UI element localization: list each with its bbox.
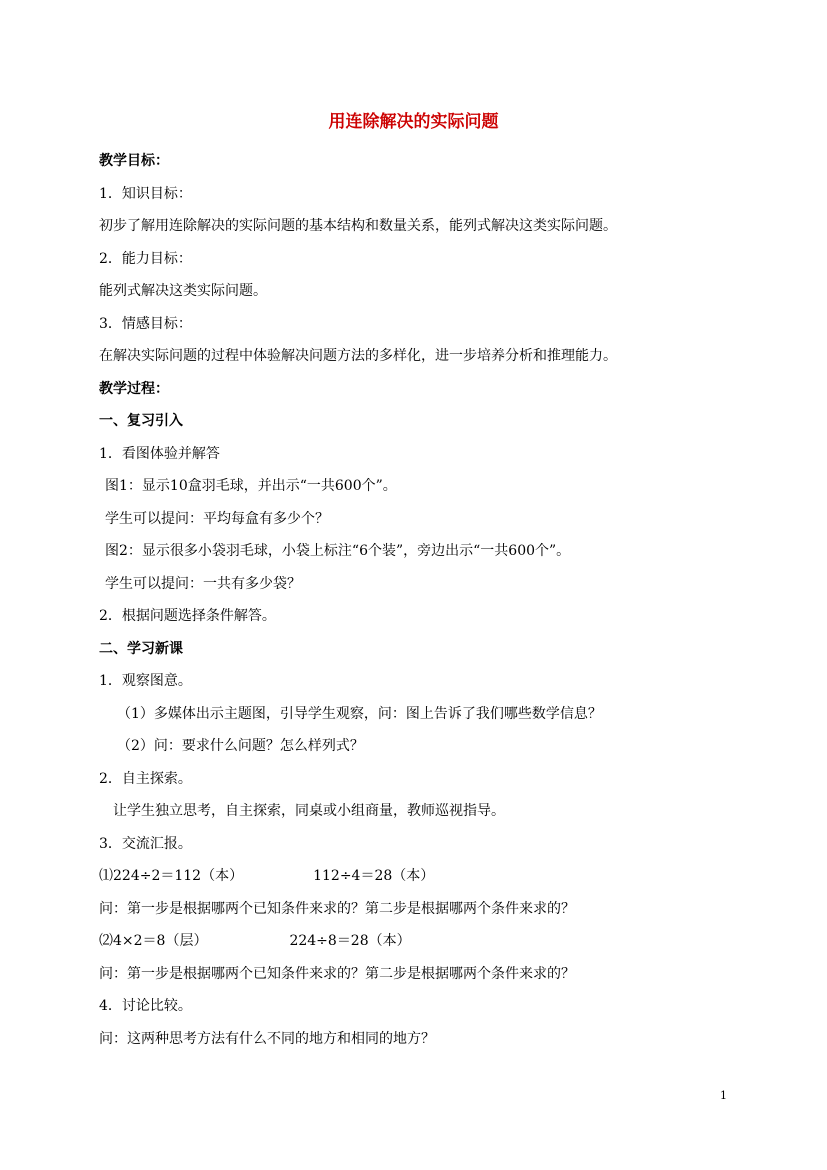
document-line: 学生可以提问：平均每盒有多少个？	[105, 510, 329, 527]
document-body	[99, 145, 739, 1055]
formula-step-2: 112÷4＝28（本）	[313, 868, 435, 884]
page-title: 用连除解决的实际问题	[328, 112, 499, 132]
document-line: 能列式解决这类实际问题。	[99, 283, 267, 299]
document-line: 1．观察图意。	[99, 673, 192, 689]
document-line	[99, 925, 739, 958]
document-line: （2）问：要求什么问题？怎么样列式？	[117, 738, 364, 754]
formula-step-1: ⑵4×2＝8（层）	[99, 933, 208, 949]
document-line: 2．根据问题选择条件解答。	[99, 608, 276, 624]
document-line: 初步了解用连除解决的实际问题的基本结构和数量关系，能列式解决这类实际问题。	[99, 218, 617, 234]
document-line: （1）多媒体出示主题图，引导学生观察，问：图上告诉了我们哪些数学信息？	[117, 705, 602, 722]
document-line: 2．能力目标：	[99, 250, 192, 267]
formula-step-2: 224÷8＝28（本）	[289, 933, 411, 949]
document-line: 一、复习引入	[99, 413, 183, 429]
document-line: 问：第一步是根据哪两个已知条件来求的？第二步是根据哪两个条件来求的？	[99, 900, 575, 917]
document-line: 3．情感目标：	[99, 315, 192, 332]
document-line: 问：第一步是根据哪两个已知条件来求的？第二步是根据哪两个条件来求的？	[99, 965, 575, 982]
document-line: 1．知识目标：	[99, 185, 192, 202]
document-line: 图2：显示很多小袋羽毛球，小袋上标注“6个装”，旁边出示“一共600个”。	[105, 543, 571, 559]
document-line: 3．交流汇报。	[99, 835, 192, 852]
document-line: 1．看图体验并解答	[99, 445, 220, 462]
formula-step-1: ⑴224÷2＝112（本）	[99, 868, 244, 884]
document-line: 图1：显示10盒羽毛球，并出示“一共600个”。	[105, 478, 397, 494]
document-line: 学生可以提问：一共有多少袋？	[105, 575, 301, 592]
document-line: 教学目标：	[99, 153, 169, 169]
document-line: 教学过程：	[99, 380, 169, 397]
document-line: 在解决实际问题的过程中体验解决问题方法的多样化，进一步培养分析和推理能力。	[99, 348, 617, 364]
document-line: 4．讨论比较。	[99, 998, 192, 1014]
document-line: 让学生独立思考，自主探索，同桌或小组商量，教师巡视指导。	[113, 803, 505, 819]
document-line: 问：这两种思考方法有什么不同的地方和相同的地方？	[99, 1030, 435, 1047]
document-line: 2．自主探索。	[99, 770, 192, 787]
document-line	[99, 860, 739, 893]
page-number: 1	[720, 1089, 727, 1102]
document-line: 二、学习新课	[99, 640, 183, 657]
